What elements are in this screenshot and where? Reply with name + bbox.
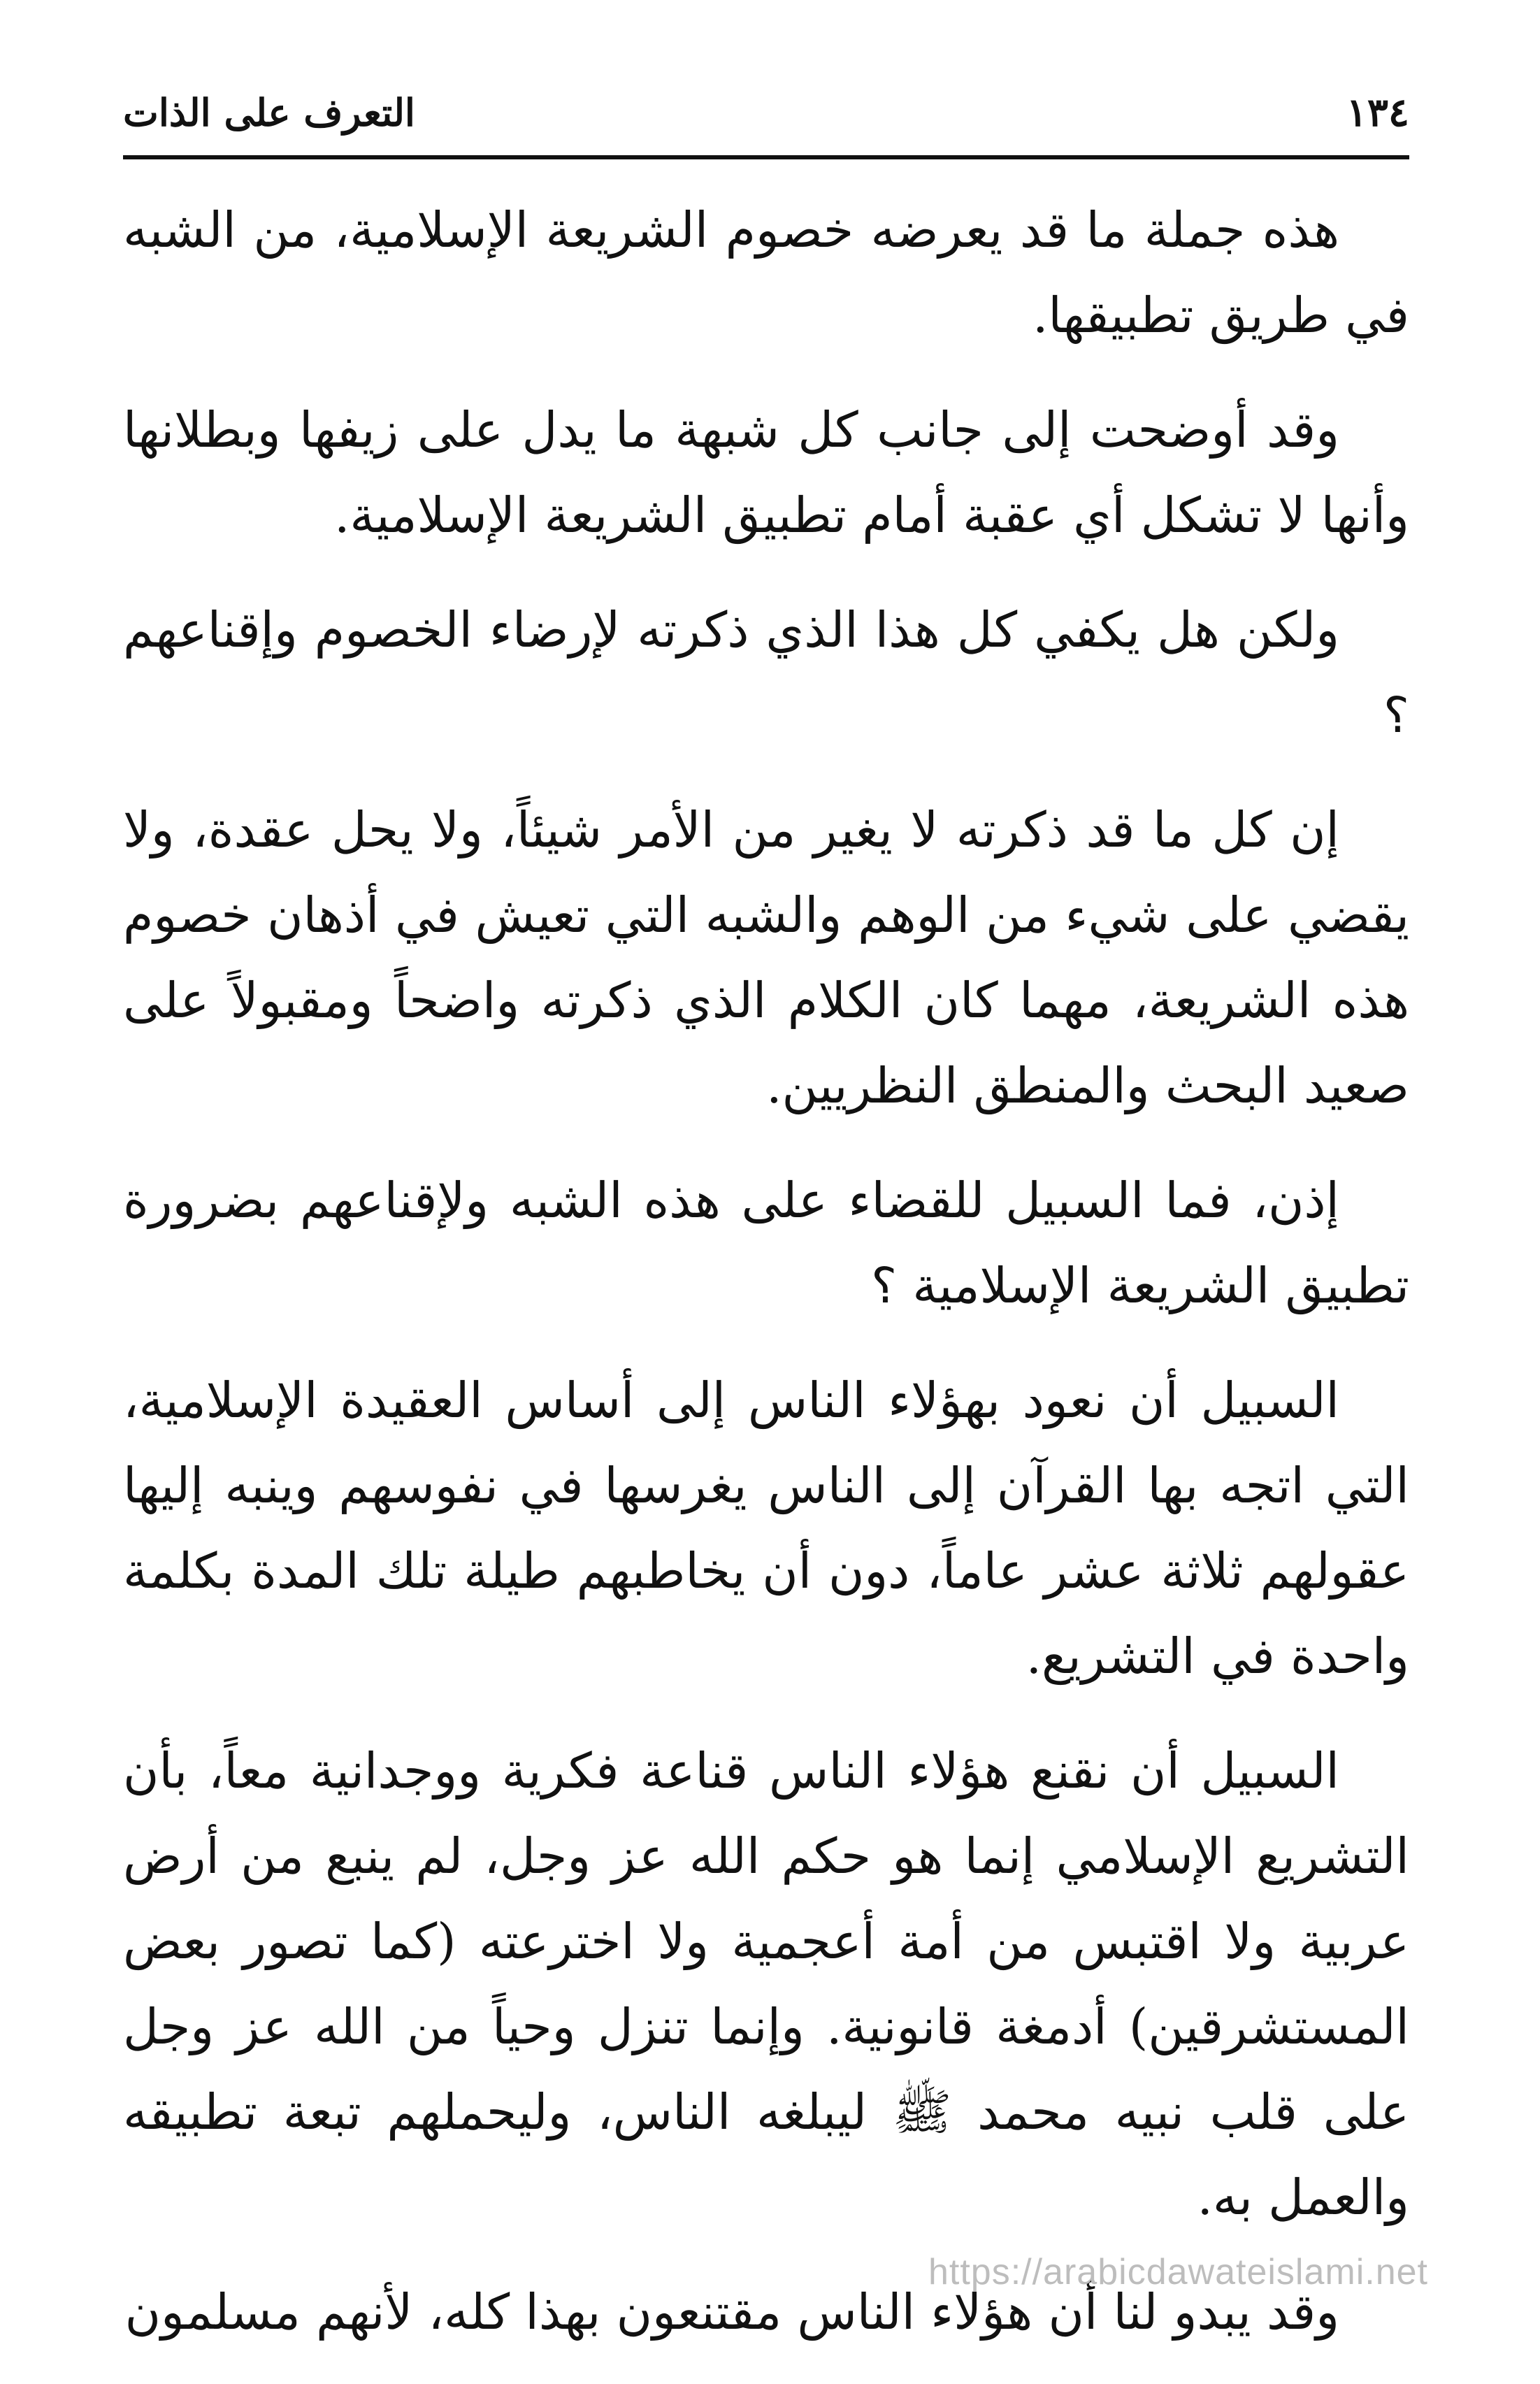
paragraph-5: إذن، فما السبيل للقضاء على هذه الشبه ولإقناعهم بضرورة تطبيق الشريعة الإسلامية ؟: [123, 1172, 1409, 1314]
paragraph-4: إن كل ما قد ذكرته لا يغير من الأمر شيئاً، ولا يحل عقدة، ولا يقضي على شيء من الوهم والشبه التي تعيش في أذهان خصوم هذه الشريعة، مهما كان الكلام الذي ذكرته واضحاً ومقبولاً على صعيد البحث والمنطق النظريين.: [123, 801, 1409, 1114]
paragraph-2: وقد أوضحت إلى جانب كل شبهة ما يدل على زيفها وبطلانها وأنها لا تشكل أي عقبة أمام تطبيق الشريعة الإسلامية.: [123, 401, 1409, 544]
chapter-title: التعرف على الذات: [123, 90, 415, 135]
body-text: [123, 187, 1409, 2384]
paragraph-6: السبيل أن نعود بهؤلاء الناس إلى أساس العقيدة الإسلامية، التي اتجه بها القرآن إلى الناس يغرسها في نفوسهم وينبه إليها عقولهم ثلاثة عشر عاماً، دون أن يخاطبهم طيلة تلك المدة بكلمة واحدة في التشريع.: [123, 1372, 1409, 1685]
paragraph-1: هذه جملة ما قد يعرضه خصوم الشريعة الإسلامية، من الشبه في طريق تطبيقها.: [123, 201, 1409, 344]
paragraph-7: السبيل أن نقنع هؤلاء الناس قناعة فكرية ووجدانية معاً، بأن التشريع الإسلامي إنما هو حكم الله عز وجل، لم ينبع من أرض عربية ولا اقتبس من أمة أعجمية ولا اخترعته (كما تصور بعض المستشرقين) أدمغة قانونية. وإنما تنزل وحياً من الله عز وجل على قلب نبيه محمد ﷺ ليبلغه الناس، وليحملهم تبعة تطبيقه والعمل به.: [123, 1742, 1409, 2226]
page-number: ١٣٤: [1346, 89, 1409, 136]
watermark-url: https://arabicdawateislami.net: [928, 2252, 1428, 2292]
paragraph-8: وقد يبدو لنا أن هؤلاء الناس مقتنعون بهذا كله، لأنهم مسلمون: [124, 2283, 1339, 2341]
header-divider: [123, 155, 1409, 159]
running-header: [123, 84, 1409, 154]
paragraph-3: ولكن هل يكفي كل هذا الذي ذكرته لإرضاء الخصوم وإقناعهم ؟: [123, 601, 1409, 744]
